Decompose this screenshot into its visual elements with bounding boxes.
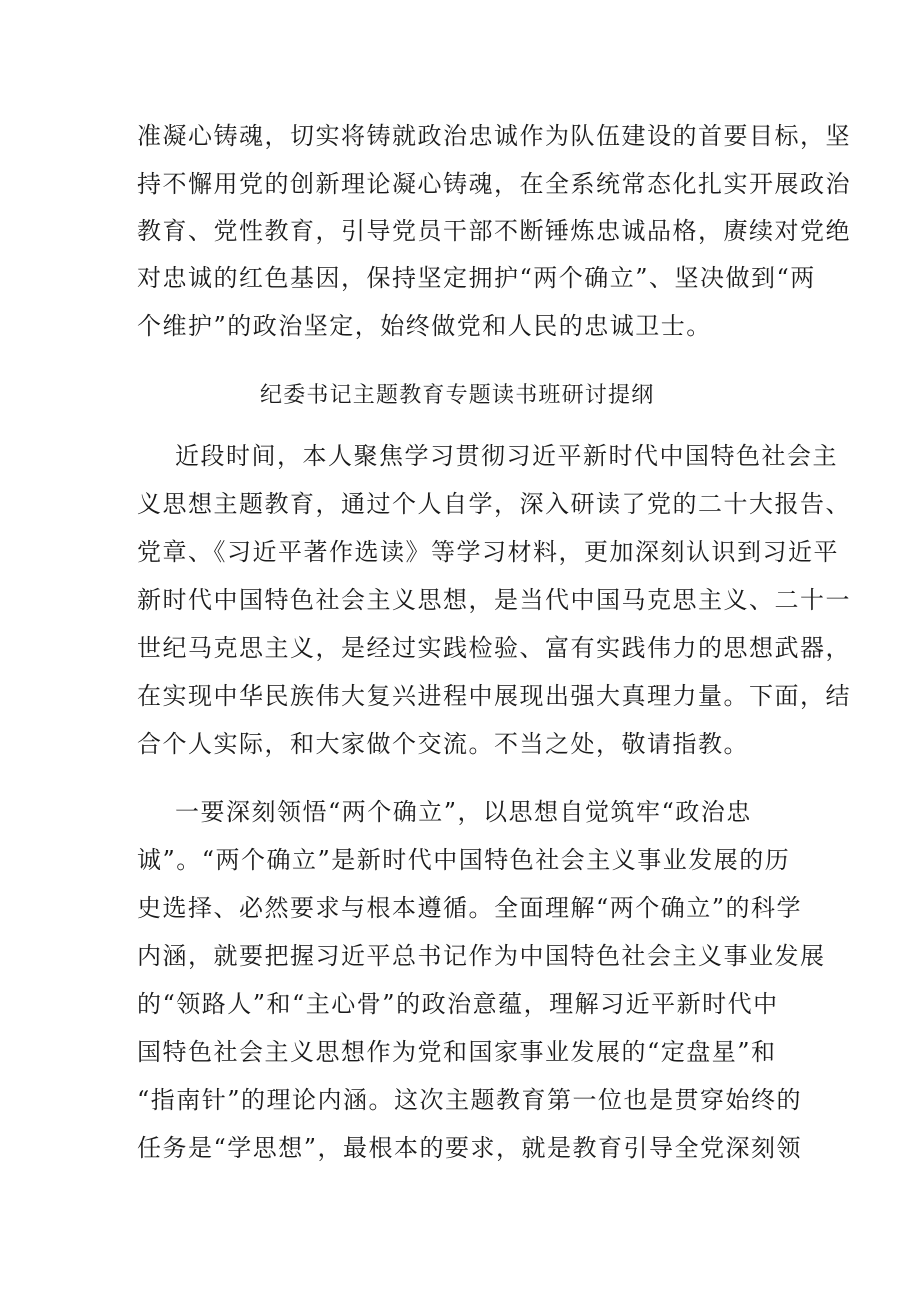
paragraph-line: 新时代中国特色社会主义思想，是当代中国马克思主义、二十一 [137, 586, 851, 614]
paragraph-line: “指南针”的理论内涵。这次主题教育第一位也是贯穿始终的 [137, 1086, 803, 1114]
paragraph-line: 近段时间，本人聚焦学习贯彻习近平新时代中国特色社会主 [175, 442, 838, 470]
paragraph-line: 诚”。“两个确立”是新时代中国特色社会主义事业发展的历 [137, 846, 791, 874]
paragraph-line: 国特色社会主义思想作为党和国家事业发展的“定盘星”和 [137, 1038, 777, 1066]
paragraph-line: 在实现中华民族伟大复兴进程中展现出强大真理力量。下面，结 [137, 682, 851, 710]
paragraph-line: 个维护”的政治坚定，始终做党和人民的忠诚卫士。 [137, 312, 712, 340]
paragraph-line: 对忠诚的红色基因，保持坚定拥护“两个确立”、坚决做到“两 [137, 264, 816, 292]
paragraph-line: 准凝心铸魂，切实将铸就政治忠诚作为队伍建设的首要目标，坚 [137, 122, 851, 150]
paragraph-line: 世纪马克思主义，是经过实践检验、富有实践伟力的思想武器， [137, 634, 851, 662]
paragraph-line: 持不懈用党的创新理论凝心铸魂，在全系统常态化扎实开展政治 [137, 170, 851, 198]
paragraph-line: 一要深刻领悟“两个确立”，以思想自觉筑牢“政治忠 [175, 798, 752, 826]
paragraph-line: 内涵，就要把握习近平总书记作为中国特色社会主义事业发展 [137, 942, 826, 970]
paragraph-line: 史选择、必然要求与根本遵循。全面理解“两个确立”的科学 [137, 894, 803, 922]
paragraph-line: 合个人实际，和大家做个交流。不当之处，敬请指教。 [137, 730, 749, 758]
paragraph-line: 的“领路人”和“主心骨”的政治意蕴，理解习近平新时代中 [137, 990, 779, 1018]
paragraph-line: 教育、党性教育，引导党员干部不断锤炼忠诚品格，赓续对党绝 [137, 217, 851, 245]
paragraph-line: 党章、《习近平著作选读》等学习材料，更加深刻认识到习近平 [137, 538, 839, 566]
paragraph-line: 义思想主题教育，通过个人自学，深入研读了党的二十大报告、 [137, 490, 851, 518]
page-title: 纪委书记主题教育专题读书班研讨提纲 [260, 383, 655, 408]
paragraph-line: 任务是“学思想”，最根本的要求，就是教育引导全党深刻领 [137, 1134, 803, 1162]
